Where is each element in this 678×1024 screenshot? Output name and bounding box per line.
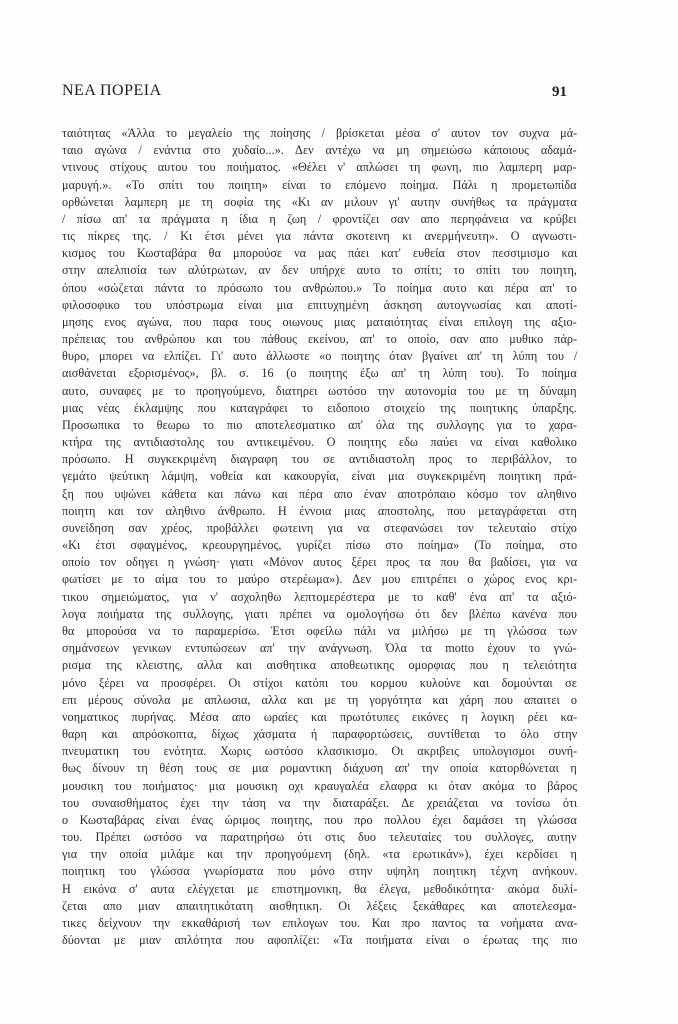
text-line: πρόσωπο. Η συγκεκριμένη διαγραφη του σε αντιδιαστολη προς το περιβάλλον, το xyxy=(62,452,577,467)
text-line: μαρυγή.». «Το σπίτι του ποιητη» είναι το επόμενο ποίημα. Πάλι η προμετωπίδα xyxy=(62,177,577,192)
text-line: τις πίκρες της. / Κι έτσι μένει για πάντα σκοτεινη κι ανερμήνευτη». Ο αγνωστι- xyxy=(62,229,577,244)
page-number: 91 xyxy=(552,84,567,100)
text-line: θως δίνουν τη θέση τους σε μια ρομαντικη διάχυση απ' την οποία κατορθώνεται η xyxy=(62,761,577,776)
text-line: Η εικόνα σ' αυτα ελέγχεται με επιστημονικη, θα έλεγα, μεθοδικότητα· ακόμα δυλί- xyxy=(62,881,578,896)
text-line: δύονται με μιαν απλότητα που αφοπλίζει: «Τα ποιήματα είναι ο έρωτας της πιο xyxy=(62,933,578,948)
text-line: πνευματικη του ενότητα. Χωρις ωστόσο κλασικισμο. Οι ακριβεις υπολογισμοι συνή- xyxy=(62,744,578,759)
text-line: λογα ποιήματα της συλλογης, γιατι πρέπει να ομολογήσω ότι δεν βλέπω κανένα που xyxy=(62,606,577,621)
text-line: θα μπορούσα να το παραμερίσω. Έτσι οφείλω πάλι να μιλήσω με τη γλώσσα των xyxy=(62,623,577,638)
text-line: ορθώνεται λαμπερη με τη σοφία της «Κι αν μιλουν γι' αυτην συνήθως τα πράγματα xyxy=(62,194,577,209)
text-line: μησης ενος αγώνα, που παρα τους οιωνους μιας ματαιότητας είναι επιλογη της αξιο- xyxy=(62,314,577,329)
text-line: μόνο ξέρει να προσφέρει. Οι στίχοι κατόπι του κορμου κυλούνε και δομούνται σε xyxy=(62,675,577,690)
text-line: μιας νέας έκλαμψης που καταγράφει το ειδοποιο στοιχείο της ποιητικης ύπαρξης. xyxy=(62,400,577,415)
text-line: τικου σημειώματος, για ν' ασχοληθω λεπτομερέστερα με το καθ' ένα απ' τα αξιό- xyxy=(62,589,577,604)
text-line: ξη που υψώνει κάθετα και πάνω και πέρα απο έναν αποτρόπαιο κόσμο τον αληθινο xyxy=(62,486,577,501)
text-line: ποιητικη του γλώσσα γνωρίσματα που μόνο στην υψηλη ποιητικη τέχνη ανήκουν. xyxy=(62,864,578,879)
text-line: ποιητη και τον αληθινο άνθρωπο. Η έννοια μιας αποστολης, που μεταγράφεται στη xyxy=(62,503,577,518)
text-line: για την οποία μιλάμε και την προηγούμενη (δηλ. «τα ερωτικάν»), έχει κερδίσει η xyxy=(62,847,577,862)
text-line: στην απελπισία των αλύτρωτων, αν δεν υπήρχε αυτο το σπίτι; το σπίτι του ποιητη, xyxy=(62,263,577,278)
text-line: οποίο τον οδηγει η γνώση· γιατι «Μόνον αυτος ξέρει προς τα που θα βαδίσει, για να xyxy=(62,555,578,570)
text-line: τικες δείχνουν την εκκαθάρισή των επιλογων του. Και προ παντος τα νοήματα ανα- xyxy=(62,915,578,930)
text-line: σημάνσεων γενικων εντυπώσεων απ' την ανάγνωση. Όλα τα motto έχουν το γνώ- xyxy=(62,641,577,656)
text-line: φωτίσει με το αίμα του το μαύρο στερέωμα»). Δεν μου επιτρέπει ο χώρος ενος κρι- xyxy=(62,572,578,587)
text-line: κτήρα της αντιδιαστολης του αντικειμένου. Ο ποιητης εδω παύει να είναι καθολικο xyxy=(62,435,577,450)
text-line: επι μέρους σύνολα με απλωσια, αλλα και με τη γοργότητα και χάρη που απαιτει ο xyxy=(62,692,578,707)
text-line: γεμάτο ψεύτικη λάμψη, νοθεία και κακουργία, είναι μια συγκεκριμένη ποιητικη πρά- xyxy=(62,469,577,484)
text-line: ζεται απο μιαν απαιτητικότατη αισθητικη. Οι λέξεις ξεκάθαρες και αποτελεσμα- xyxy=(62,898,577,913)
text-line: ταιο αγώνα / ενάντια στο χυδαίο...». Δεν αντέχω να μη σημειώσω κάποιους αδαμά- xyxy=(62,143,577,158)
text-line: θυρο, μπορει να ελπίζει. Γι' αυτο άλλωστε «ο ποιητης όταν βγαίνει απ' τη λύπη του / xyxy=(62,349,578,364)
text-line: νοηματικος πυρήνας. Μέσα απο ωραίες και πρωτότυπες εικόνες η λογικη ρέει κα- xyxy=(62,709,578,724)
text-line: Προσωπικα το θεωρω το πιο αποτελεσματικο απ' όλα της συλλογης για το χαρα- xyxy=(62,417,577,432)
running-head-title: ΝΕΑ ΠΟΡΕΙΑ xyxy=(62,82,162,99)
text-line: πρέπειας του ανθρώπου και του πάθους εκείνου, απ' το οποίο, σαν απο μυθικο πάρ- xyxy=(62,332,578,347)
text-line: συνείδηση σαν χρέος, προβάλλει φωτεινη για να στεφανώσει τον τελευταίο στίχο xyxy=(62,520,577,535)
text-line: ρισμα της κλειστης, αλλα και αισθητικα αποθεωτικης ομορφιας που η τελειότητα xyxy=(62,658,577,673)
text-line: αυτο, συναφες με το προηγούμενο, διατηρει ωστόσο την αυτονομία του με τη δύναμη xyxy=(62,383,577,398)
text-line: του συναισθήματος έχει την τάση να την διαταράξει. Δε χρειάζεται να τονίσω ότι xyxy=(62,795,578,810)
text-line: φιλοσοφικο του υπόστρωμα είναι μια επιτυχημένη άσκηση αυτογνωσίας και αποτί- xyxy=(62,297,578,312)
text-line: θαρη και απρόσκοπτα, δίχως χάσματα ή παραφορτώσεις, συντίθεται το όλο στην xyxy=(62,727,578,742)
text-line: «Κι έτσι σφαγμένος, κρεουργημένος, γυρίζει πίσω στο ποίημα» (Το ποίημα, στο xyxy=(62,538,578,553)
text-line: ταιότητας «Άλλα το μεγαλείο της ποίησης / βρίσκεται μέσα σ' αυτον τον συχνα μά- xyxy=(62,126,578,140)
text-line: του. Πρέπει ωστόσο να παρατηρήσω ότι στις δυο τελευταίες του συλλογες, αυτην xyxy=(62,830,577,845)
text-line: αισθάνεται εξορισμένος», βλ. σ. 16 (ο ποιητης έξω απ' τη λύπη του). Το ποίημα xyxy=(62,366,577,381)
text-line: ο Κωσταβάρας είναι ένας ώριμος ποιητης, που προ πολλου έχει δαμάσει τη γλώσσα xyxy=(62,812,577,827)
text-line: κισμος του Κωσταβάρα θα μπορούσε να μας πάει κατ' ευθεία στον πεσσιμισμο και xyxy=(62,246,578,261)
text-line: όπου «σώζεται πάντα το πρόσωπο του ανθρώπου.» Το ποίημα αυτο και πέρα απ' το xyxy=(62,280,577,295)
text-line: / πίσω απ' τα πράγματα η ίδια η ζωη / φροντίζει σαν απο περηφάνεια να κρύβει xyxy=(62,211,577,226)
text-line: ντινους στίχους αυτου του ποιήματος. «Θέλει ν' απλώσει τη φωνη, πιο λαμπερη μαρ- xyxy=(62,160,577,175)
body-text xyxy=(62,125,577,949)
text-line: μουσικη του ποιήματος· μια μουσικη οχι κραυγαλέα ελαφρα κι όταν ακόμα το βάρος xyxy=(62,778,578,793)
